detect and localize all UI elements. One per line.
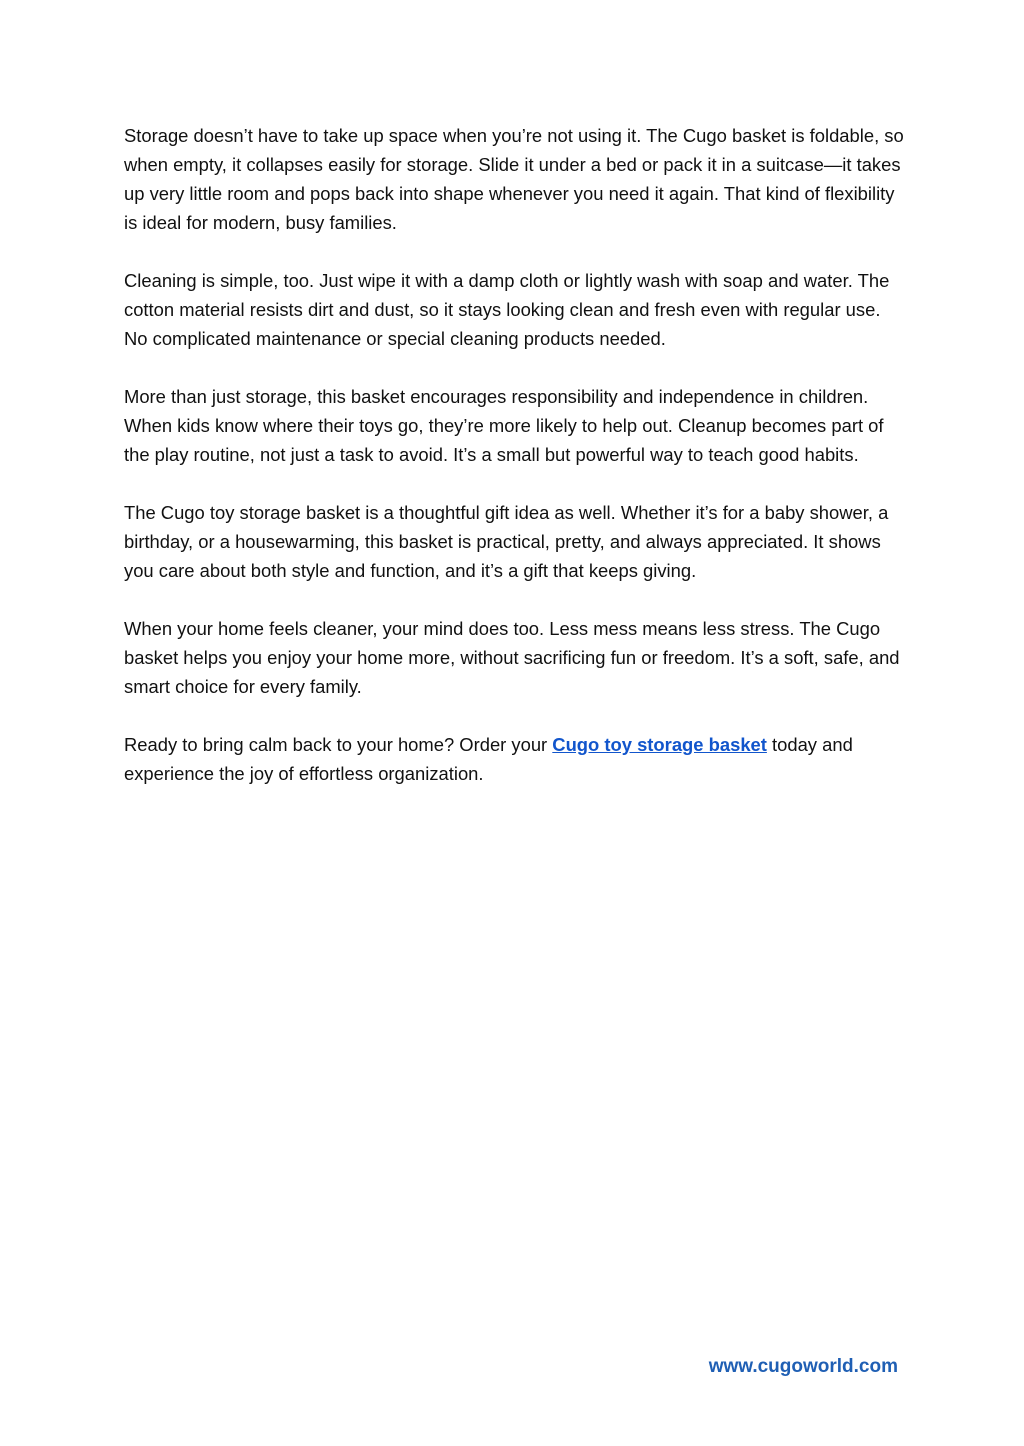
closing-text-after: today and experience the joy of effortless organization. bbox=[124, 734, 853, 784]
paragraph-closing bbox=[124, 730, 904, 788]
footer-website-link[interactable]: www.cugoworld.com bbox=[708, 1356, 898, 1377]
paragraph-foldable: Storage doesn’t have to take up space when you’re not using it. The Cugo basket is foldable, so when empty, it collapses easily for storage. Slide it under a bed or pack it in a suitcase—it takes up very little room and pops back into shape whenever you need it again. That kind of flexibility is ideal for modern, busy families. bbox=[124, 125, 904, 233]
paragraph-gift: The Cugo toy storage basket is a thoughtful gift idea as well. Whether it’s for a baby shower, a birthday, or a housewarming, this basket is practical, pretty, and always appreciated. It shows you care about both style and function, and it’s a gift that keeps giving. bbox=[124, 502, 889, 581]
paragraph-clean-mind: When your home feels cleaner, your mind does too. Less mess means less stress. The Cugo basket helps you enjoy your home more, without sacrificing fun or freedom. It’s a soft, safe, and smart choice for every family. bbox=[124, 618, 900, 697]
product-link[interactable]: Cugo toy storage basket bbox=[552, 734, 767, 755]
body-text bbox=[124, 121, 904, 817]
paragraph-responsibility: More than just storage, this basket encourages responsibility and independence in children. When kids know where their toys go, they’re more likely to help out. Cleanup becomes part of the play routine, not just a task to avoid. It’s a small but powerful way to teach good habits. bbox=[124, 386, 884, 465]
paragraph-cleaning: Cleaning is simple, too. Just wipe it with a damp cloth or lightly wash with soap and water. The cotton material resists dirt and dust, so it stays looking clean and fresh even with regular use. No complicated maintenance or special cleaning products needed. bbox=[124, 270, 890, 349]
closing-text-before: Ready to bring calm back to your home? Order your bbox=[124, 734, 553, 755]
